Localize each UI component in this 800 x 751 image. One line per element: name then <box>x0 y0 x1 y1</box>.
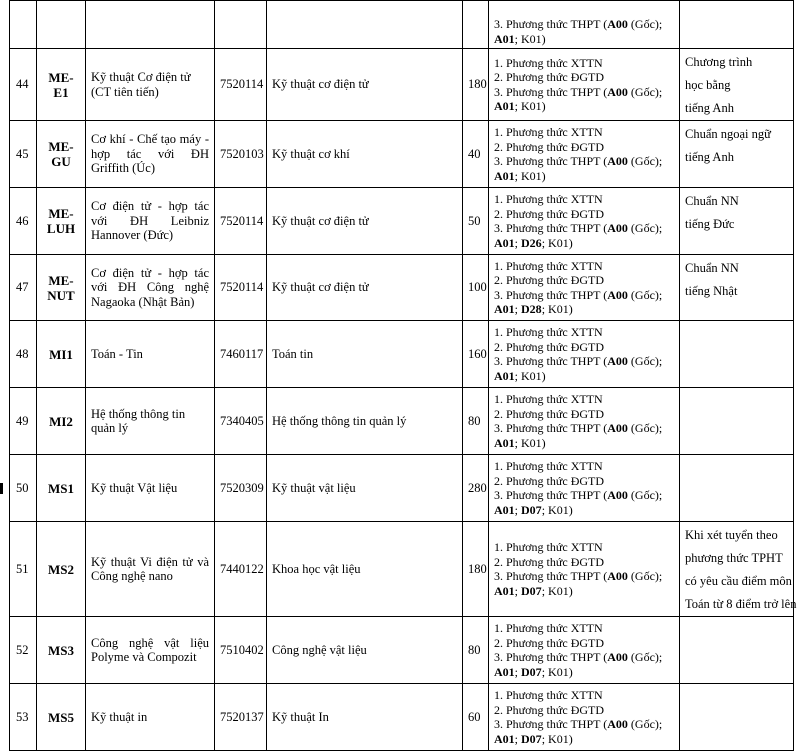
cell-stt: 47 <box>10 255 37 321</box>
cell-quota: 40 <box>463 121 489 188</box>
note-line: Khi xét tuyển theo <box>685 528 778 542</box>
table-row <box>10 255 794 321</box>
cell-quota: 160 <box>463 321 489 388</box>
cell-quota: 80 <box>463 617 489 684</box>
cell-code: MS5 <box>37 684 86 751</box>
cell-stt: 46 <box>10 188 37 255</box>
cell-note <box>680 188 794 255</box>
cell-methods <box>489 255 680 321</box>
cell-nganh <box>267 1 463 49</box>
note-line: tiếng Đức <box>685 217 735 231</box>
cell-code <box>37 1 86 49</box>
cell-program-name: Kỹ thuật Vi điện tử và Công nghệ nano <box>86 522 215 617</box>
cell-methods <box>489 1 680 49</box>
method-line-4: A01; D07; K01) <box>494 583 573 598</box>
cell-code: ME-NUT <box>37 255 86 321</box>
cell-stt: 53 <box>10 684 37 751</box>
cell-major-code: 7520114 <box>215 49 267 121</box>
method-line-2: 2. Phương thức ĐGTD <box>494 473 605 488</box>
cell-stt: 45 <box>10 121 37 188</box>
method-line-3: 3. Phương thức THPT (A00 (Gốc); <box>494 287 663 302</box>
cell-quota: 80 <box>463 388 489 455</box>
method-line-4: A01; D07; K01) <box>494 731 573 746</box>
cell-code: MS2 <box>37 522 86 617</box>
cell-methods <box>489 388 680 455</box>
method-line-2: 2. Phương thức ĐGTD <box>494 139 605 154</box>
cell-methods <box>489 455 680 522</box>
cell-note <box>680 321 794 388</box>
cell-major-code: 7510402 <box>215 617 267 684</box>
table-row <box>10 49 794 121</box>
cell-note <box>680 455 794 522</box>
table-row <box>10 388 794 455</box>
cell-major-name: Kỹ thuật vật liệu <box>267 455 463 522</box>
table-row <box>10 522 794 617</box>
cell-major-code: 7520309 <box>215 455 267 522</box>
cell-major-name: Công nghệ vật liệu <box>267 617 463 684</box>
method-line-4: A01; D26; K01) <box>494 235 573 250</box>
method-line-2: 2. Phương thức ĐGTD <box>494 273 605 287</box>
cell-note <box>680 388 794 455</box>
method-line-2: 2. Phương thức ĐGTD <box>494 339 605 354</box>
cell-program-name: Kỹ thuật Cơ điện tử (CT tiên tiến) <box>86 49 215 121</box>
cell-major-name: Kỹ thuật cơ điện tử <box>267 49 463 121</box>
note-line: học bằng <box>685 78 731 92</box>
method-line-1: 1. Phương thức XTTN <box>494 392 603 406</box>
cell-stt: 48 <box>10 321 37 388</box>
method-line-3: 3. Phương thức THPT (A00 (Gốc); <box>494 421 663 435</box>
cell-program-name: Cơ điện tử - hợp tác với ĐH Công nghệ Nagaoka (Nhật Bản) <box>86 255 215 321</box>
cell-major-name: Kỹ thuật In <box>267 684 463 751</box>
cell-methods <box>489 684 680 751</box>
method-line-1: 1. Phương thức XTTN <box>494 621 603 635</box>
cell-methods <box>489 522 680 617</box>
note-line: tiếng Anh <box>685 101 734 115</box>
note-line: Chuẩn NN <box>685 194 739 208</box>
table-row <box>10 321 794 388</box>
method-line-1: 1. Phương thức XTTN <box>494 325 603 339</box>
method-line-3: 3. Phương thức THPT (A00 (Gốc); <box>494 717 663 731</box>
method-line-3: 3. Phương thức THPT (A00 (Gốc); <box>494 354 663 368</box>
cell-stt: 49 <box>10 388 37 455</box>
method-line-3: 3. Phương thức THPT (A00 (Gốc); <box>494 84 663 99</box>
method-line-3: 3. Phương thức THPT (A00 (Gốc); <box>494 154 663 168</box>
cell-methods <box>489 321 680 388</box>
cell-major-code: 7520114 <box>215 188 267 255</box>
cell-code: MS1 <box>37 455 86 522</box>
cell-major-name: Khoa học vật liệu <box>267 522 463 617</box>
cell-methods <box>489 121 680 188</box>
note-line: Chương trình <box>685 55 753 69</box>
cell-note <box>680 255 794 321</box>
cell-program-name: Toán - Tin <box>86 321 215 388</box>
note-line: phương thức TPHT <box>685 551 783 565</box>
cell-major-code: 7520103 <box>215 121 267 188</box>
cell-code: ME-E1 <box>37 49 86 121</box>
method-line-4: A01; K01) <box>494 31 546 46</box>
note-line: Chuẩn NN <box>685 261 739 275</box>
admissions-table <box>9 0 797 751</box>
cell-program-name: Cơ khí - Chế tạo máy - hợp tác với ĐH Griffith (Úc) <box>86 121 215 188</box>
cell-major-name: Toán tin <box>267 321 463 388</box>
method-line-1: 1. Phương thức XTTN <box>494 192 603 206</box>
table-row <box>10 455 794 522</box>
method-line-2: 2. Phương thức ĐGTD <box>494 406 605 421</box>
method-line-4: A01; K01) <box>494 99 546 113</box>
cell-quota: 60 <box>463 684 489 751</box>
method-line-1: 1. Phương thức XTTN <box>494 125 603 139</box>
cell-program-name: Cơ điện tử - hợp tác với ĐH Leibniz Hannover (Đức) <box>86 188 215 255</box>
method-line-3: 3. Phương thức THPT (A00 (Gốc); <box>494 17 663 31</box>
admissions-table-page <box>9 0 797 751</box>
cell-quota: 50 <box>463 188 489 255</box>
method-line-2: 2. Phương thức ĐGTD <box>494 206 605 221</box>
method-line-3: 3. Phương thức THPT (A00 (Gốc); <box>494 650 663 664</box>
page-edge-mark <box>0 483 3 494</box>
table-row <box>10 617 794 684</box>
cell-note <box>680 617 794 684</box>
cell-ma <box>215 1 267 49</box>
method-line-4: A01; K01) <box>494 435 546 450</box>
cell-quota <box>463 1 489 49</box>
cell-stt <box>10 1 37 49</box>
cell-stt: 44 <box>10 49 37 121</box>
note-line: tiếng Nhật <box>685 284 738 298</box>
method-line-1: 1. Phương thức XTTN <box>494 55 603 70</box>
note-line: tiếng Anh <box>685 150 734 164</box>
cell-major-name: Kỹ thuật cơ khí <box>267 121 463 188</box>
table-row <box>10 188 794 255</box>
cell-quota: 180 <box>463 522 489 617</box>
method-line-2: 2. Phương thức ĐGTD <box>494 635 605 650</box>
method-line-1: 1. Phương thức XTTN <box>494 540 603 554</box>
cell-methods <box>489 188 680 255</box>
method-line-1: 1. Phương thức XTTN <box>494 459 603 473</box>
cell-major-code: 7520137 <box>215 684 267 751</box>
cell-code: ME-LUH <box>37 188 86 255</box>
method-line-1: 1. Phương thức XTTN <box>494 688 603 702</box>
cell-stt: 52 <box>10 617 37 684</box>
method-line-3: 3. Phương thức THPT (A00 (Gốc); <box>494 569 663 583</box>
cell-code: MI1 <box>37 321 86 388</box>
cell-code: MI2 <box>37 388 86 455</box>
cell-code: ME-GU <box>37 121 86 188</box>
method-line-4: A01; D28; K01) <box>494 302 573 316</box>
cell-major-name: Kỹ thuật cơ điện tử <box>267 188 463 255</box>
method-line-1: 1. Phương thức XTTN <box>494 258 603 273</box>
cell-quota: 100 <box>463 255 489 321</box>
cell-major-code: 7440122 <box>215 522 267 617</box>
method-line-2: 2. Phương thức ĐGTD <box>494 702 605 717</box>
method-line-4: A01; K01) <box>494 368 546 383</box>
cell-major-name: Kỹ thuật cơ điện tử <box>267 255 463 321</box>
cell-program-name: Kỹ thuật in <box>86 684 215 751</box>
cell-methods <box>489 617 680 684</box>
cell-note <box>680 1 794 49</box>
cell-major-code: 7460117 <box>215 321 267 388</box>
cell-program-name: Kỹ thuật Vật liệu <box>86 455 215 522</box>
cell-note <box>680 684 794 751</box>
method-line-2: 2. Phương thức ĐGTD <box>494 70 605 84</box>
method-line-4: A01; D07; K01) <box>494 664 573 679</box>
note-line: Toán từ 8 điểm trở lên <box>685 597 797 611</box>
cell-code: MS3 <box>37 617 86 684</box>
cell-name <box>86 1 215 49</box>
cell-program-name: Công nghệ vật liệu Polyme và Compozit <box>86 617 215 684</box>
cell-major-code: 7340405 <box>215 388 267 455</box>
cell-major-name: Hệ thống thông tin quản lý <box>267 388 463 455</box>
cell-note <box>680 49 794 121</box>
cell-program-name: Hệ thống thông tin quản lý <box>86 388 215 455</box>
table-row-partial <box>10 1 794 49</box>
cell-stt: 50 <box>10 455 37 522</box>
method-line-2: 2. Phương thức ĐGTD <box>494 554 605 569</box>
cell-major-code: 7520114 <box>215 255 267 321</box>
method-line-3: 3. Phương thức THPT (A00 (Gốc); <box>494 221 663 235</box>
cell-quota: 180 <box>463 49 489 121</box>
note-line: có yêu cầu điểm môn <box>685 574 792 588</box>
table-row <box>10 121 794 188</box>
table-row <box>10 684 794 751</box>
cell-stt: 51 <box>10 522 37 617</box>
method-line-3: 3. Phương thức THPT (A00 (Gốc); <box>494 488 663 502</box>
cell-note <box>680 121 794 188</box>
note-line: Chuẩn ngoại ngữ <box>685 127 771 141</box>
cell-quota: 280 <box>463 455 489 522</box>
cell-methods <box>489 49 680 121</box>
cell-note <box>680 522 797 617</box>
method-line-4: A01; D07; K01) <box>494 502 573 517</box>
method-line-4: A01; K01) <box>494 168 546 183</box>
